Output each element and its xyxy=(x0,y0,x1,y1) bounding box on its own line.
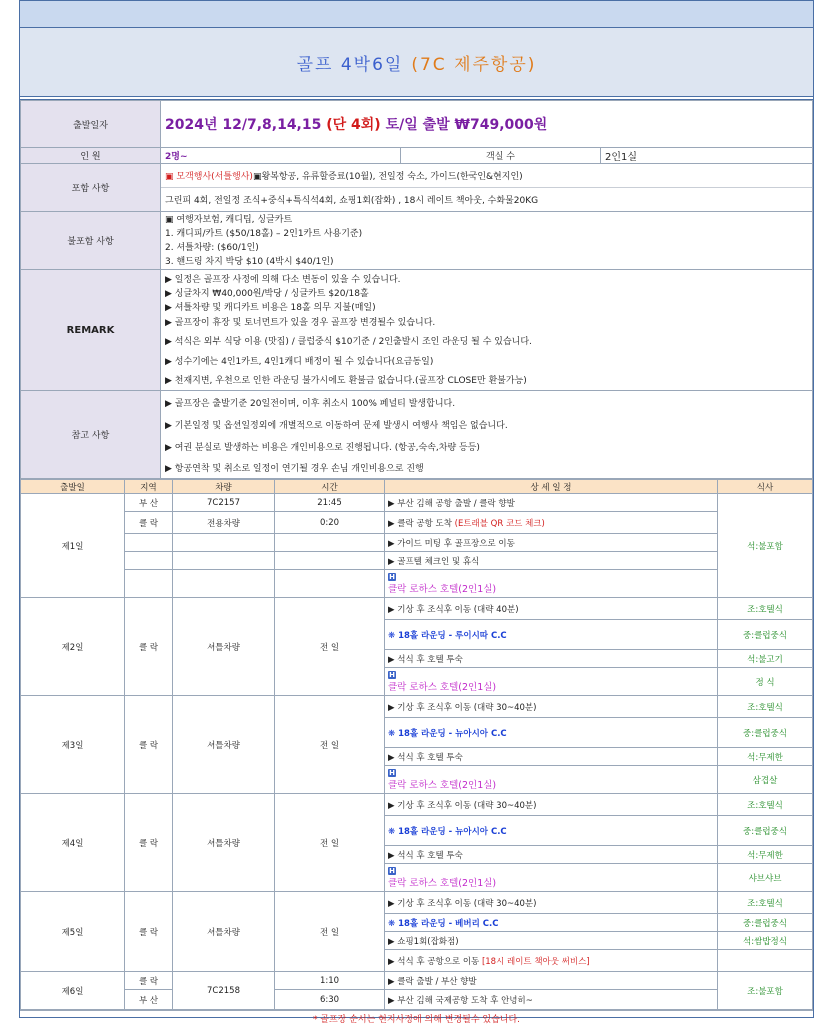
table-row: 제5일 클 락 셔틀차량 전 일 ▶ 기상 후 조식후 이동 (대략 30~40분) 조:호텔식 xyxy=(21,892,813,914)
table-row: 제2일 클 락 셔틀차량 전 일 ▶ 기상 후 조식후 이동 (대략 40분) 조:호텔식 xyxy=(21,598,813,620)
hotel-icon: H xyxy=(389,866,395,875)
hotel-icon: H xyxy=(389,670,395,679)
itinerary-sheet xyxy=(19,0,814,1025)
remark-label: REMARK xyxy=(21,270,161,391)
schedule-header: 출발일 지역 차량 시간 상 세 일 정 식사 xyxy=(21,480,813,494)
title-main: 골프 4박6일 xyxy=(296,54,404,75)
table-row: 제1일 부 산 7C2157 21:45 ▶ 부산 김해 공항 출발 / 클락 향발 석:불포함 xyxy=(21,494,813,512)
title-carrier: (7C 제주항공) xyxy=(411,54,537,75)
table-row: 부 산 6:30 ▶ 부산 김해 국제공항 도착 후 안녕히~ xyxy=(21,990,813,1010)
people-label: 인 원 xyxy=(21,148,161,164)
table-row: ❋ 18홀 라운딩 - 루이시따 C.C 중:클럽중식 xyxy=(21,620,813,650)
table-row: ▶ 쇼핑1회(잡화점) 석:쌈밥정식 xyxy=(21,932,813,950)
table-row: 제6일 클 락 7C2158 1:10 ▶ 클락 출발 / 부산 향발 조:불포함 xyxy=(21,972,813,990)
remark-list: ▶ 일정은 골프장 사정에 의해 다소 변동이 있을 수 있습니다. ▶ 싱글차지 ₩40,000원/박당 / 싱글카트 $20/18홀 ▶ 셔틀차량 및 캐디카트 비용은 18홀 의무 지불(매일) ▶ 골프장이 휴장 및 토너먼트가 있을 경우 골프장 변경될수 있습니다. ▶ 석식은 외부 식당 이용 (맛집) / 클럽중식 $10기준 / 2인출발시 조인 라운딩 될 수 있습니다. ▶ 성수기에는 4인1카트, 4인1캐디 배정이 될 수 있습니다(요금동일) ▶ 천재지변, 우천으로 인한 라운딩 불가시에도 환불금 없습니다.(골프장 CLOSE만 환불가능) xyxy=(161,270,813,391)
schedule-table xyxy=(20,479,813,1010)
day-label: 제1일 xyxy=(21,494,125,598)
table-row: 제4일 클 락 셔틀차량 전 일 ▶ 기상 후 조식후 이동 (대략 30~40분) 조:호텔식 xyxy=(21,794,813,816)
rooms-label: 객실 수 xyxy=(401,148,601,164)
table-row: ❋ 18홀 라운딩 - 베버리 C.C 중:클럽중식 xyxy=(21,914,813,932)
reference-list: ▶ 골프장은 출발기준 20일전이며, 이후 취소시 100% 페널티 발생합니다. ▶ 기본일정 및 옵션일정외에 개별적으로 이동하여 문제 발생시 여행사 책임은 없습니다. ▶ 여권 분실로 발생하는 비용은 개인비용으로 진행됩니다. (항공,숙속,차량 등등) ▶ 항공연착 및 취소로 일정이 연기될 경우 손님 개인비용으로 진행 xyxy=(161,391,813,479)
hotel-icon: H xyxy=(389,768,395,777)
table-row: ▶ 석식 후 공항으로 이동 [18시 레이트 책아웃 써비스] xyxy=(21,950,813,972)
top-strip xyxy=(20,1,813,28)
table-row: ▶ 석식 후 호텔 투숙 석:무제한 xyxy=(21,846,813,864)
people-value: 2명~ xyxy=(161,148,401,164)
table-row: H 클락 로하스 호텔(2인1실) xyxy=(21,570,813,598)
reference-label: 참고 사항 xyxy=(21,391,161,479)
rooms-value: 2인1실 xyxy=(601,148,813,164)
table-row: H 클락 로하스 호텔(2인1실) 정 식 xyxy=(21,668,813,696)
table-row: H 클락 로하스 호텔(2인1실) 삼겹살 xyxy=(21,766,813,794)
table-row: ▶ 석식 후 호텔 투숙 석:불고기 xyxy=(21,650,813,668)
table-row: ❋ 18홀 라운딩 - 뉴아시아 C.C 중:클럽중식 xyxy=(21,816,813,846)
excluded-list: ▣ 여행자보험, 캐디팁, 싱글카트 1. 캐디피/카트 ($50/18홀) – 2인1카트 사용기준) 2. 셔틀차량: ($60/1인) 3. 핸드링 차지 박당 $10 (4박시 $40/1인) xyxy=(161,212,813,270)
table-row: ▶ 가이드 미팅 후 골프장으로 이동 xyxy=(21,534,813,552)
footer-note: * 골프장 순서는 현지사정에 의해 변경될수 있습니다. xyxy=(20,1010,813,1026)
info-table xyxy=(20,100,813,479)
table-row: ▶ 골프텔 체크인 및 휴식 xyxy=(21,552,813,570)
page-title xyxy=(20,28,813,97)
departure-label: 출발일자 xyxy=(21,101,161,148)
table-row: 클 락 전용차량 0:20 ▶ 클락 공항 도착 (E트래블 QR 코드 체크) xyxy=(21,512,813,534)
hotel-icon: H xyxy=(389,572,395,581)
included-value: ▣ 모객행사(서틀행사) ▣왕복항공, 유류할증료(10월), 전일정 숙소, 가이드(한국인&현지인) 그린피 4회, 전일정 조식+중식+특식석4회, 쇼핑1회(잡화) , 18시 레이트 책아웃, 수화물20KG xyxy=(161,164,813,212)
excluded-label: 불포함 사항 xyxy=(21,212,161,270)
included-label: 포함 사항 xyxy=(21,164,161,212)
departure-value: 2024년 12/7,8,14,15 (단 4회) 토/일 출발 ₩749,000원 xyxy=(161,101,813,148)
table-row: ▶ 석식 후 호텔 투숙 석:무제한 xyxy=(21,748,813,766)
table-row: ❋ 18홀 라운딩 - 뉴아시아 C.C 중:클럽중식 xyxy=(21,718,813,748)
table-row: H 클락 로하스 호텔(2인1실) 샤브샤브 xyxy=(21,864,813,892)
table-row: 제3일 클 락 셔틀차량 전 일 ▶ 기상 후 조식후 이동 (대략 30~40분) 조:호텔식 xyxy=(21,696,813,718)
